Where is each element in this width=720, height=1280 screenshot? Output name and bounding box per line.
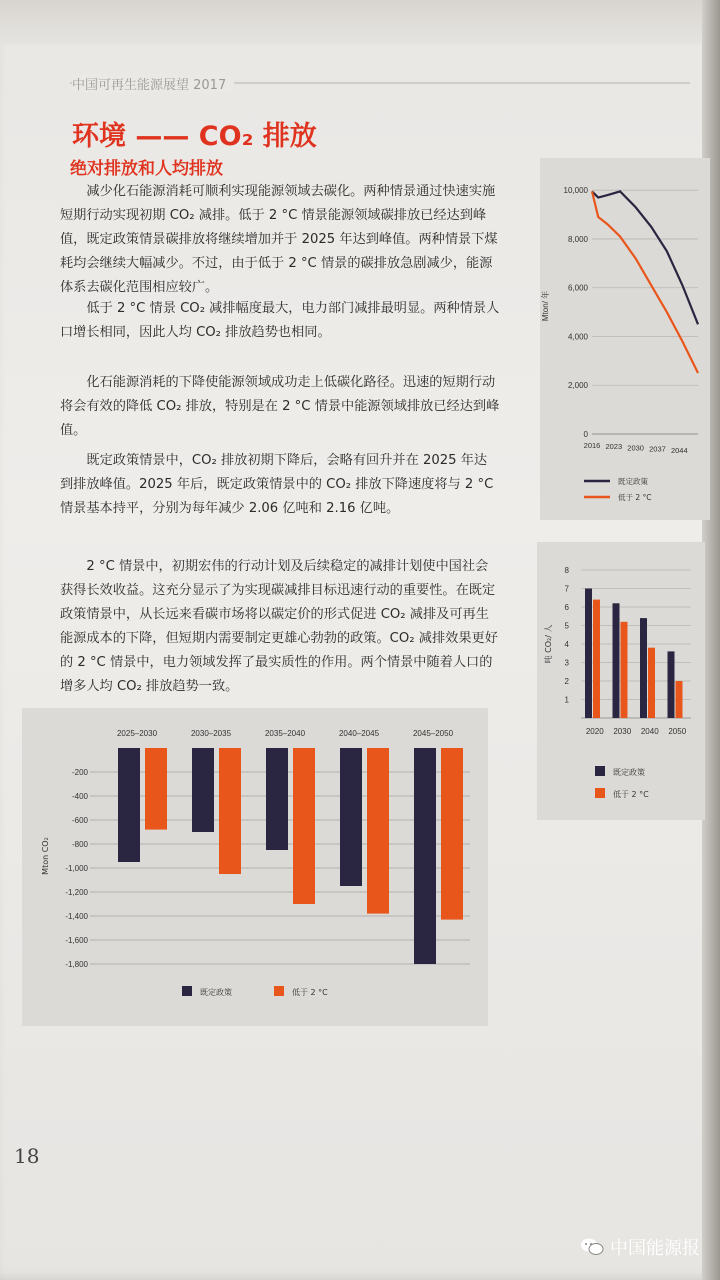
bar	[613, 603, 620, 718]
y-tick-label: 1	[564, 695, 569, 705]
section-subtitle: 绝对排放和人均排放	[70, 159, 223, 179]
series-line-policy	[592, 191, 698, 324]
y-tick-label: -400	[71, 792, 88, 801]
running-title: 中国可再生能源展望 2017	[72, 74, 234, 93]
emissions-line-chart	[540, 158, 710, 520]
paragraph-3: 化石能源消耗的下降使能源领域成功走上低碳化路径。迅速的短期行动将会有效的降低 CO₂ 排放，特别是在 2 °C 情景中能源领域排放已经达到峰值。	[60, 375, 500, 438]
y-tick-label: 8,000	[567, 234, 588, 244]
legend-label: 低于 2 °C	[613, 790, 649, 799]
y-tick-label: 6,000	[567, 283, 588, 293]
y-axis-label: Mton/ 年	[541, 290, 550, 322]
legend-swatch	[595, 788, 605, 798]
y-tick-label: 7	[564, 584, 569, 594]
x-tick-label: 2044	[670, 445, 688, 455]
per-capita-bar-chart-panel	[537, 542, 705, 820]
paragraph-5: 2 °C 情景中，初期宏伟的行动计划及后续稳定的减排计划使中国社会获得长效收益。这充分显示了为实现碳减排目标迅速行动的重要性。在既定政策情景中，从长远来看碳市场将以碳定价的形式促进 CO₂ 减排及可再生能源成本的下降，但短期内需要制定更雄心勃勃的政策。CO₂ 减排效果更好的 2 °C 情景中，电力领域发挥了最实质性的作用。两个情景中随着人口的增多人均 CO₂ 排放趋势一致。	[60, 559, 498, 694]
y-tick-label: -800	[71, 840, 88, 849]
legend-label: 低于 2 °C	[292, 988, 328, 997]
reduction-bar-chart-panel	[22, 708, 488, 1026]
y-tick-label: -1,400	[65, 912, 88, 921]
y-tick-label: 2	[564, 677, 569, 686]
category-label: 2030–2035	[190, 729, 232, 738]
y-tick-label: 6	[564, 603, 569, 612]
bar	[648, 648, 655, 718]
bar	[340, 748, 362, 886]
y-tick-label: -600	[71, 816, 88, 825]
category-label: 2045–2050	[412, 729, 454, 738]
bar	[640, 618, 647, 718]
bar	[668, 651, 675, 718]
legend-swatch	[595, 766, 605, 776]
wechat-icon	[580, 1237, 604, 1257]
x-tick-label: 2050	[668, 727, 687, 736]
x-tick-label: 2016	[583, 441, 601, 450]
bar	[414, 748, 436, 964]
y-tick-label: 10,000	[563, 186, 588, 196]
bar	[293, 748, 315, 904]
legend-label: 既定政策	[618, 477, 648, 486]
x-tick-label: 2023	[605, 442, 623, 452]
bar	[441, 748, 463, 920]
paragraph-2: 低于 2 °C 情景 CO₂ 减排幅度最大，电力部门减排最明显。两种情景人口增长相同，因此人均 CO₂ 排放趋势也相同。	[60, 301, 500, 340]
bar	[266, 748, 288, 850]
y-tick-label: -1,200	[65, 888, 88, 897]
y-tick-label: 4,000	[567, 332, 588, 342]
bar	[192, 748, 214, 832]
y-tick-label: 3	[564, 658, 569, 668]
page-top-edge	[0, 0, 720, 45]
legend-swatch	[182, 986, 192, 996]
paragraph-4: 既定政策情景中，CO₂ 排放初期下降后，会略有回升并在 2025 年达到排放峰值。2025 年后，既定政策情景中的 CO₂ 排放下降速度将与 2 °C 情景基本持平，分别为每年减少 2.06 亿吨和 2.16 亿吨。	[60, 453, 494, 516]
reduction-bar-chart	[22, 708, 488, 1026]
category-label: 2035–2040	[264, 729, 306, 738]
y-tick-label: 4	[564, 640, 569, 649]
y-tick-label: 5	[564, 621, 569, 631]
y-axis-label: 吨 CO₂/ 人	[544, 624, 553, 664]
bar	[367, 748, 389, 914]
x-tick-label: 2030	[627, 443, 644, 453]
category-label: 2040–2045	[338, 729, 380, 738]
brand-name: 中国能源报	[610, 1238, 700, 1259]
bar	[118, 748, 140, 862]
per-capita-bar-chart	[537, 542, 705, 820]
paragraph-1: 减少化石能源消耗可顺利实现能源领域去碳化。两种情景通过快速实施短期行动实现初期 CO₂ 减排。低于 2 °C 情景能源领域碳排放已经达到峰值，既定政策情景碳排放将继续增加并于 2025 年达到峰值。两种情景下煤耗均会继续大幅减少。不过，由于低于 2 °C 情景的碳排放急剧减少，能源体系去碳化范围相应较广。	[60, 184, 498, 295]
bar	[585, 589, 592, 719]
y-tick-label: 8	[564, 566, 569, 575]
bar	[621, 622, 628, 718]
x-tick-label: 2020	[585, 727, 604, 736]
x-tick-label: 2040	[640, 727, 659, 736]
x-tick-label: 2037	[649, 444, 666, 454]
y-tick-label: -1,600	[65, 936, 88, 945]
y-tick-label: -1,000	[65, 864, 88, 873]
emissions-line-chart-panel	[540, 158, 710, 520]
y-tick-label: -1,800	[65, 960, 88, 969]
bar	[145, 748, 167, 830]
legend-label: 既定政策	[200, 988, 232, 997]
bar	[219, 748, 241, 874]
brand-watermark	[580, 1234, 700, 1260]
y-tick-label: 0	[583, 430, 588, 439]
y-axis-label: Mton CO₂	[41, 837, 50, 875]
page-number: 18	[14, 1144, 40, 1168]
bar	[593, 600, 600, 718]
legend-label: 既定政策	[613, 768, 645, 777]
legend-label: 低于 2 °C	[618, 493, 652, 502]
bar	[676, 681, 683, 718]
y-tick-label: 2,000	[567, 381, 588, 391]
legend-swatch	[274, 986, 284, 996]
x-tick-label: 2030	[613, 727, 632, 736]
y-tick-label: -200	[71, 768, 88, 777]
category-label: 2025–2030	[116, 729, 158, 738]
page-title: 环境 —— CO₂ 排放	[72, 121, 317, 152]
